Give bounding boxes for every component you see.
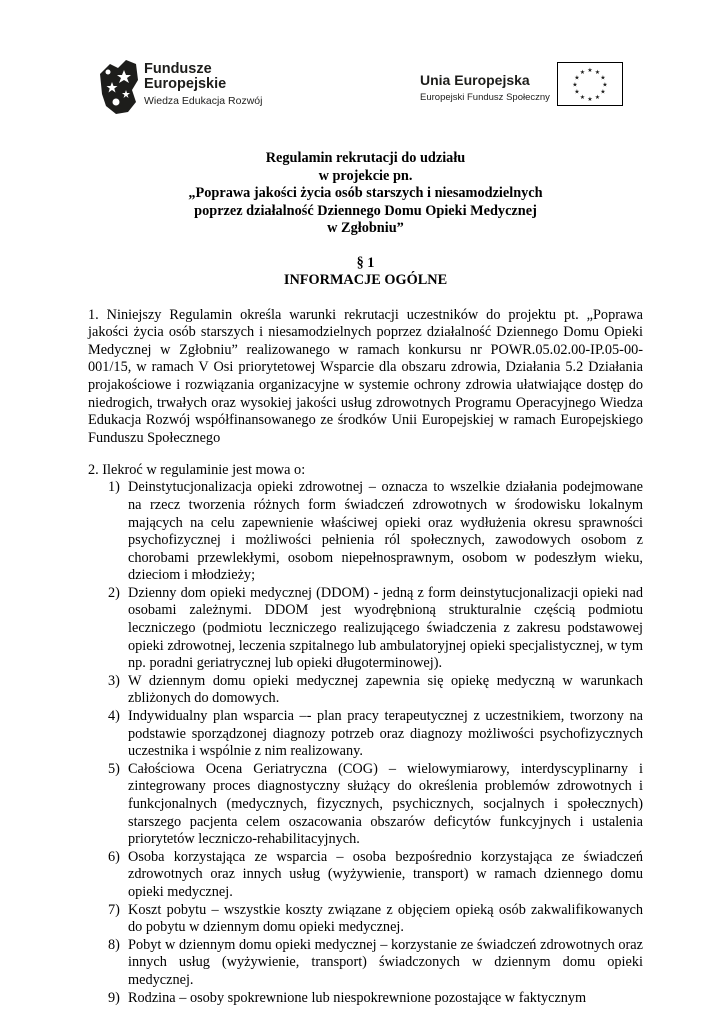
svg-text:★: ★ [602, 81, 608, 89]
ue-name: Unia Europejska [420, 72, 530, 88]
fe-name-line1: Fundusze [144, 61, 212, 77]
item-text: Dzienny dom opieki medycznej (DDOM) - jedną z form deinstytucjonalizacji opieki nad osobami zależnymi. DDOM jest wyodrębnioną strukturalnie częścią podmiotu leczniczego (podmiotu leczniczego realizującego świadczenia z zakresu podstawowej opieki zdrowotnej, leczenia szpitalnego lub ambulatoryjnej opieki specjalistycznej, w tym np. poradni geriatrycznej lub opieki długoterminowej). [128, 584, 643, 672]
list-item [88, 708, 643, 761]
svg-text:★: ★ [587, 96, 593, 103]
item-text: Deinstytucjonalizacja opieki zdrowotnej – oznacza to wszelkie działania podejmowane na rzecz tworzenia różnych form świadczeń zdrowotnych w środowisku lokalnym mających na celu zapewnienie właściwej opieki oraz wydłużenia okresu sprawności psychofizycznej i możliwości pełnienia ról społecznych, zawodowych osobom z chorobami przewlekłymi, osobom niepełnosprawnym, osobom w podeszłym wieku, dzieciom i młodzieży; [128, 479, 643, 584]
svg-text:★: ★ [600, 74, 606, 82]
section-heading: INFORMACJE OGÓLNE [283, 272, 448, 289]
document-body [88, 150, 643, 1007]
item-number: 9) [108, 989, 120, 1006]
list-item [88, 937, 643, 990]
ue-subtitle: Europejski Fundusz Społeczny [420, 92, 550, 103]
svg-text:★: ★ [572, 81, 578, 89]
fe-name-line2: Europejskie [144, 76, 227, 92]
list-item [88, 761, 643, 849]
section-number: § 1 [356, 254, 375, 271]
item-text: Koszt pobytu – wszystkie koszty związane z objęciem opieką osób zakwalifikowanych do pobytu w dziennym domu opieki medycznej. [128, 901, 643, 936]
item-text: Osoba korzystająca ze wsparcia – osoba bezpośrednio korzystająca ze świadczeń zdrowotnych oraz innych usług (wyżywienie, transport) w ramach dziennego domu opieki medycznej. [128, 848, 643, 900]
fundusze-europejskie-logo [98, 56, 268, 116]
svg-text:★: ★ [574, 74, 580, 82]
item-text: Rodzina – osoby spokrewnione lub niespokrewnione pozostające w faktycznym [128, 989, 587, 1006]
svg-text:★: ★ [600, 88, 606, 96]
fe-tagline: Wiedza Edukacja Rozwój [144, 95, 263, 107]
title-line: poprzez działalność Dziennego Domu Opieki Medycznej [194, 202, 537, 219]
fe-emblem-icon [98, 56, 140, 116]
document-title [88, 150, 643, 238]
svg-text:★: ★ [574, 88, 580, 96]
list-item [88, 479, 643, 585]
title-line: „Poprawa jakości życia osób starszych i niesamodzielnych [188, 185, 543, 201]
item-number: 8) [108, 936, 120, 953]
item-number: 5) [108, 760, 120, 777]
item-text: Indywidualny plan wsparcia –- plan pracy terapeutycznej z uczestnikiem, tworzony na podstawie sporządzonej diagnozy potrzeb oraz diagnozy możliwości psychofizycznych uczestnika i wspólnie z nim realizowany. [128, 708, 643, 760]
unia-europejska-logo [420, 72, 550, 104]
svg-text:★: ★ [587, 67, 593, 74]
svg-text:★: ★ [579, 69, 586, 76]
title-line: Regulamin rekrutacji do udziału [265, 150, 466, 166]
item-number: 1) [108, 479, 120, 496]
item-text: Pobyt w dziennym domu opieki medycznej – korzystanie ze świadczeń zdrowotnych oraz innych usług (wyżywienie, transport) świadczonych w dziennym domu opieki medycznej. [128, 936, 643, 988]
item-number: 6) [108, 848, 120, 865]
list-item [88, 849, 643, 902]
item-number: 2) [108, 584, 120, 601]
svg-text:★: ★ [594, 94, 601, 101]
item-number: 7) [108, 901, 120, 918]
item-text: W dziennym domu opieki medycznej zapewnia się opiekę medyczną w warunkach zbliżonych do domowych. [128, 672, 643, 707]
title-line: w Zgłobniu” [327, 220, 404, 236]
title-line: w projekcie pn. [318, 167, 413, 184]
section-header [88, 255, 643, 290]
item-number: 3) [108, 672, 120, 689]
list-item [88, 585, 643, 673]
svg-text:★: ★ [594, 69, 601, 76]
list-item [88, 990, 643, 1008]
list-item [88, 673, 643, 708]
paragraph-2-intro: 2. Ilekroć w regulaminie jest mowa o: [88, 461, 306, 478]
definitions-list [88, 479, 643, 1007]
item-text: Całościowa Ocena Geriatryczna (COG) – wielowymiarowy, interdyscyplinarny i zintegrowany proces diagnostyczny służący do określenia problemów zdrowotnych i funkcjonalnych (medycznych, fizycznych, psychicznych, socjalnych i społecznych) starszego pacjenta celem oszacowania obszarów deficytów funkcyjnych i ustalenia priorytetów leczniczo-rehabilitacyjnych. [128, 760, 643, 848]
paragraph-1: 1. Niniejszy Regulamin określa warunki rekrutacji uczestników do projektu pt. „Poprawa jakości życia osób starszych i niesamodzielnych poprzez działalność Dziennego Domu Opieki Medycznej w Zgłobniu” realizowanego w ramach konkursu nr POWR.05.02.00-IP.05-00-001/15, w ramach V Osi priorytetowej Wsparcie dla obszaru zdrowia, Działania 5.2 Działania projakościowe i rozwiązania organizacyjne w systemie ochrony zdrowia ułatwiające dostęp do niedrogich, trwałych oraz wysokiej jakości usług zdrowotnych Programu Operacyjnego Wiedza Edukacja Rozwój współfinansowanego ze środków Unii Europejskiej w ramach Europejskiego Funduszu Społecznego [88, 306, 643, 446]
item-number: 4) [108, 708, 120, 725]
list-item [88, 902, 643, 937]
svg-text:★: ★ [579, 94, 586, 101]
eu-flag-icon [557, 62, 623, 106]
